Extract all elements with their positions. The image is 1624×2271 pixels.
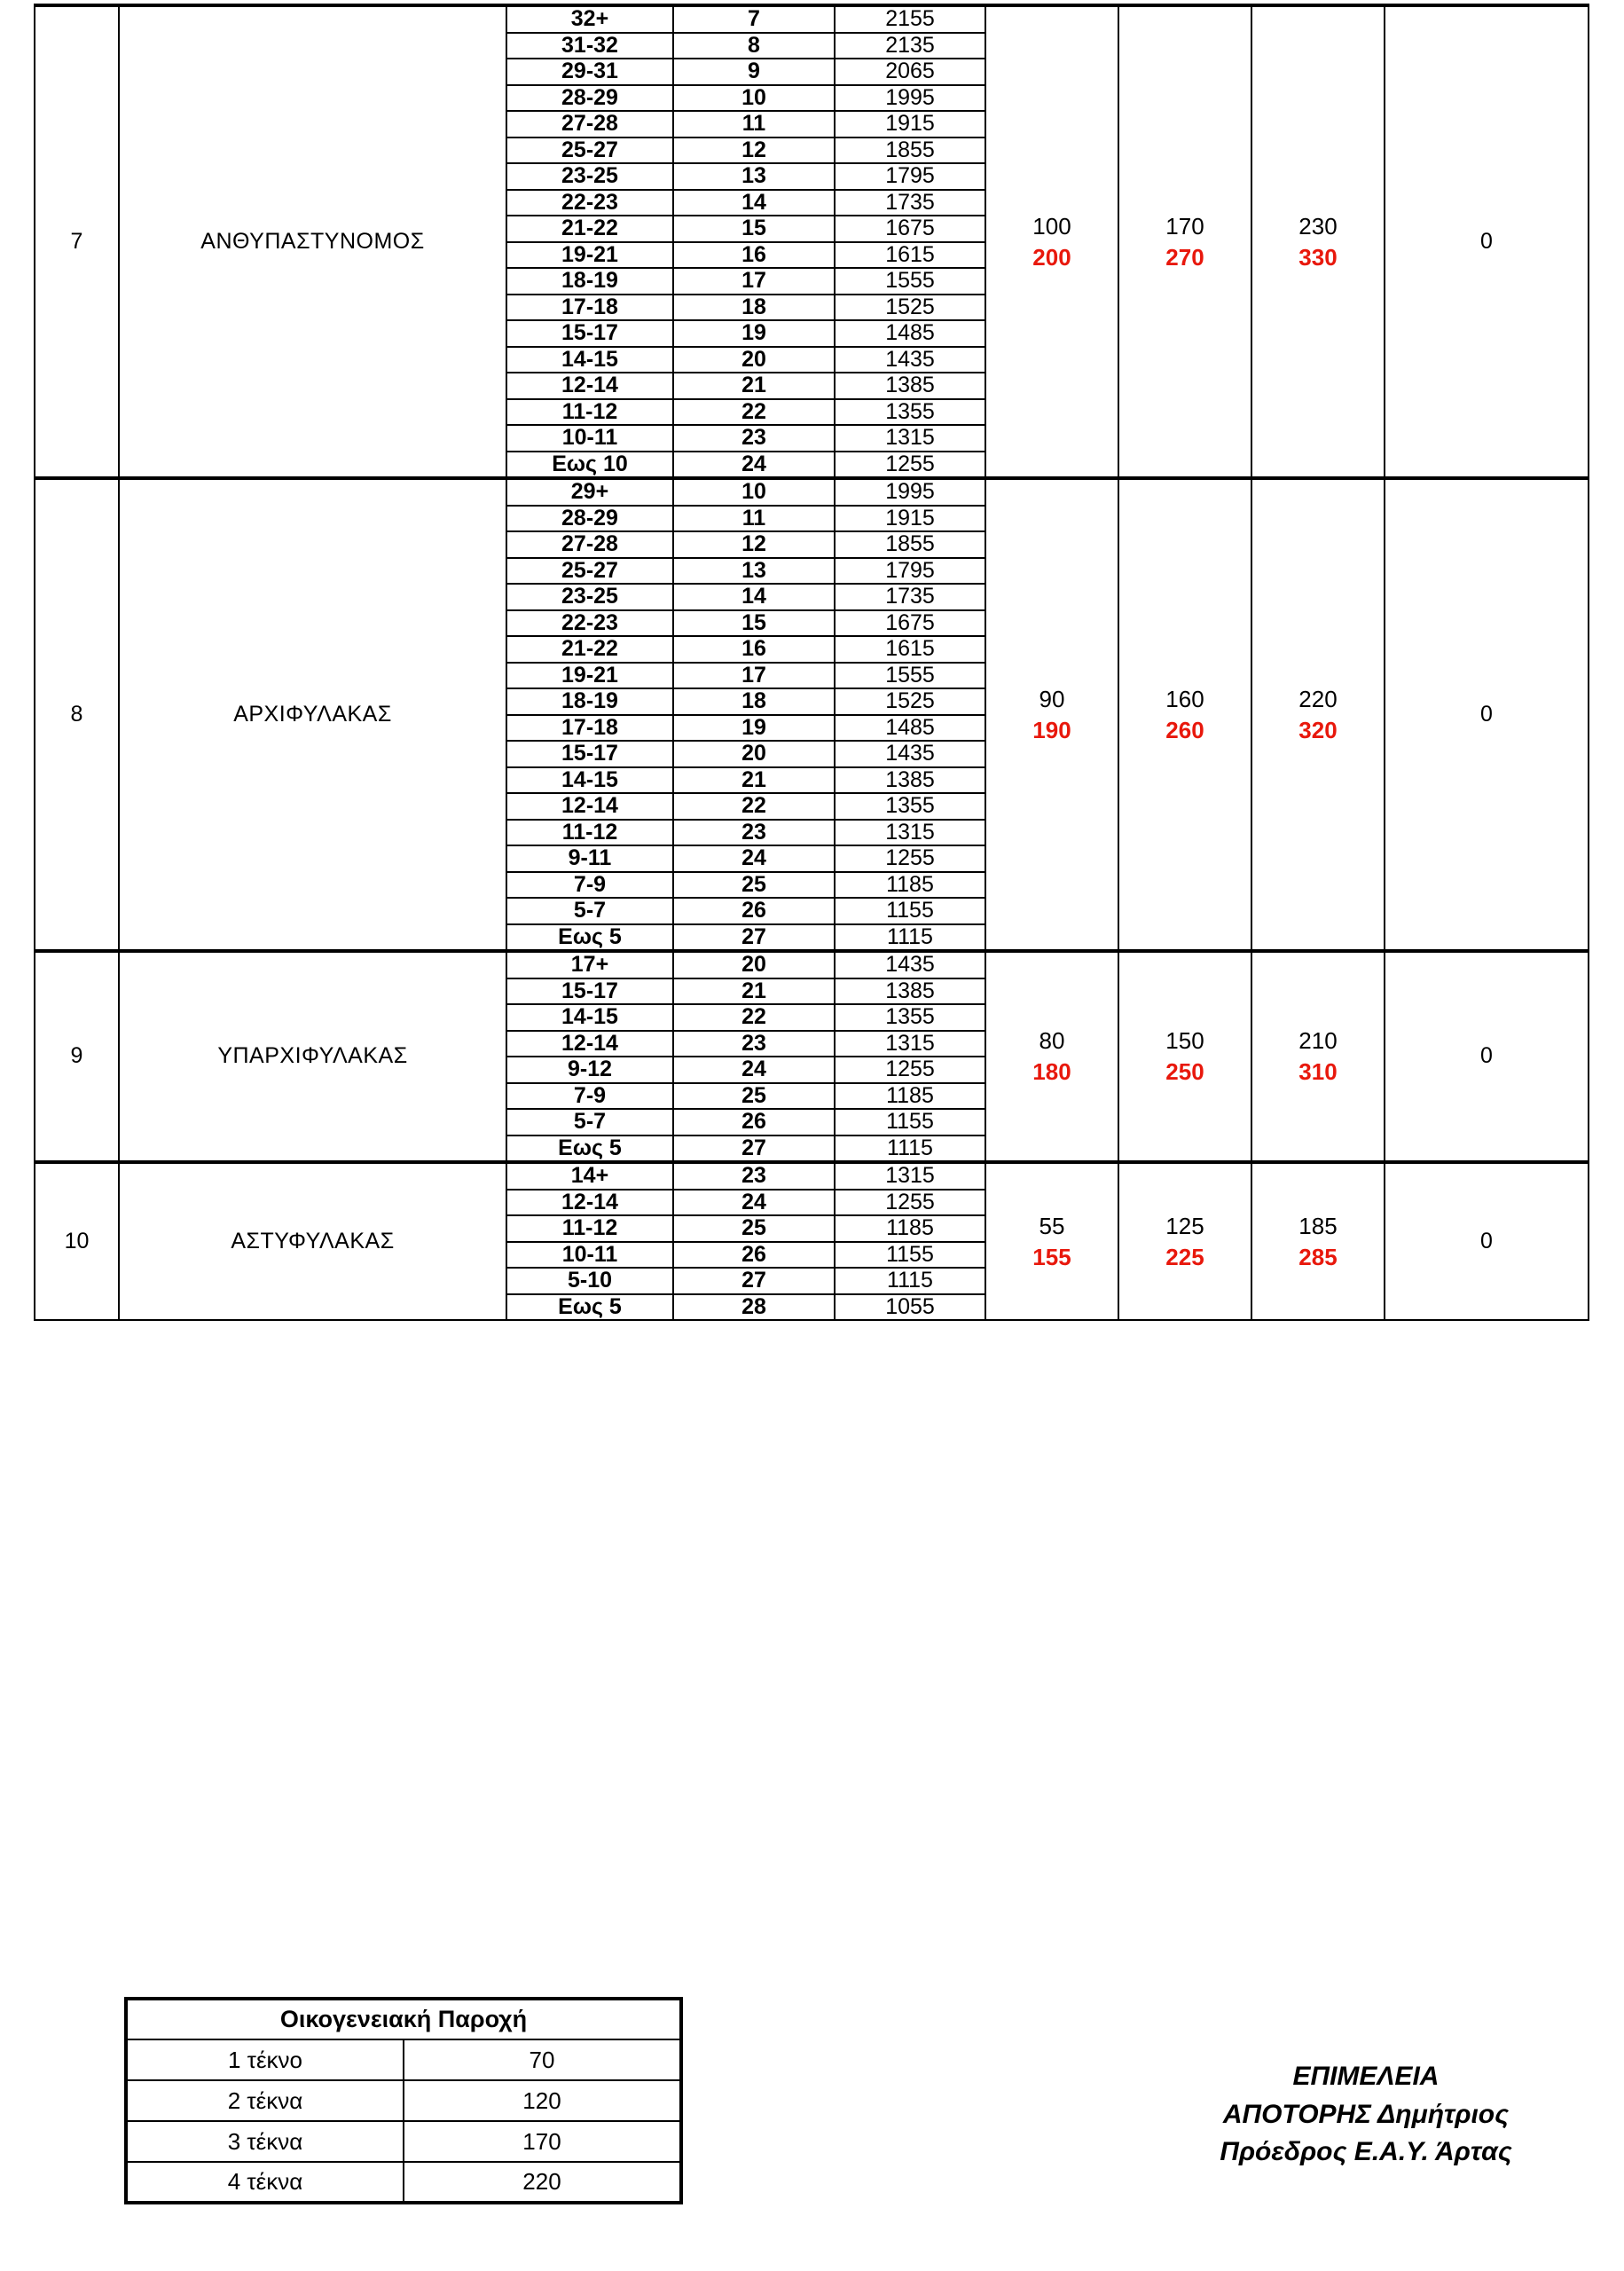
family-allowance-label: 4 τέκνα bbox=[126, 2162, 404, 2203]
service-years-cell: Εως 10 bbox=[506, 452, 673, 479]
salary-cell: 1435 bbox=[835, 741, 985, 767]
salary-cell: 2065 bbox=[835, 59, 985, 85]
service-years-cell: 14-15 bbox=[506, 1004, 673, 1031]
allowance-cell-2 bbox=[1118, 951, 1251, 1162]
salary-cell: 1185 bbox=[835, 1215, 985, 1242]
service-years-cell: 19-21 bbox=[506, 242, 673, 269]
table-row bbox=[35, 478, 1589, 506]
service-years-cell: 28-29 bbox=[506, 85, 673, 112]
allowance-value-proposed: 260 bbox=[1165, 716, 1204, 743]
salary-cell: 1675 bbox=[835, 610, 985, 637]
allowance-value-proposed: 320 bbox=[1298, 716, 1338, 743]
service-years-cell: 7-9 bbox=[506, 872, 673, 899]
rank-name-cell: ΑΡΧΙΦΥΛΑΚΑΣ bbox=[119, 478, 506, 951]
service-years-cell: 11-12 bbox=[506, 820, 673, 846]
allowance-cell-3 bbox=[1251, 5, 1385, 478]
service-years-cell: 28-29 bbox=[506, 506, 673, 532]
salary-cell: 1115 bbox=[835, 924, 985, 952]
step-cell: 27 bbox=[673, 1136, 835, 1163]
service-years-cell: 5-7 bbox=[506, 898, 673, 924]
step-cell: 23 bbox=[673, 1031, 835, 1057]
service-years-cell: 7-9 bbox=[506, 1083, 673, 1110]
family-allowance-table bbox=[124, 1997, 683, 2204]
step-cell: 23 bbox=[673, 820, 835, 846]
allowance-cell-2 bbox=[1118, 478, 1251, 951]
rank-index-cell: 7 bbox=[35, 5, 119, 478]
service-years-cell: 25-27 bbox=[506, 138, 673, 164]
step-cell: 24 bbox=[673, 845, 835, 872]
allowance-value-proposed: 180 bbox=[1032, 1058, 1071, 1085]
signature-line-editor: ΕΠΙΜΕΛΕΙΑ bbox=[1292, 2062, 1440, 2091]
service-years-cell: 10-11 bbox=[506, 425, 673, 452]
table-row bbox=[126, 2121, 681, 2162]
service-years-cell: 9-12 bbox=[506, 1057, 673, 1083]
step-cell: 11 bbox=[673, 111, 835, 138]
allowance-value-proposed: 310 bbox=[1298, 1058, 1338, 1085]
salary-cell: 1155 bbox=[835, 1242, 985, 1269]
step-cell: 27 bbox=[673, 924, 835, 952]
salary-scale-body bbox=[35, 5, 1589, 1320]
step-cell: 23 bbox=[673, 1162, 835, 1190]
allowance-value-current: 55 bbox=[1039, 1212, 1065, 1239]
service-years-cell: 29-31 bbox=[506, 59, 673, 85]
salary-cell: 2155 bbox=[835, 5, 985, 33]
family-allowance-value: 120 bbox=[404, 2080, 681, 2121]
salary-cell: 1315 bbox=[835, 820, 985, 846]
step-cell: 12 bbox=[673, 138, 835, 164]
step-cell: 25 bbox=[673, 872, 835, 899]
step-cell: 24 bbox=[673, 1057, 835, 1083]
service-years-cell: 14-15 bbox=[506, 347, 673, 373]
salary-cell: 1675 bbox=[835, 216, 985, 242]
family-allowance-table-wrapper bbox=[124, 1997, 683, 2204]
step-cell: 7 bbox=[673, 5, 835, 33]
allowance-cell-3 bbox=[1251, 951, 1385, 1162]
step-cell: 10 bbox=[673, 478, 835, 506]
allowance-cell-2 bbox=[1118, 5, 1251, 478]
salary-cell: 1385 bbox=[835, 767, 985, 794]
salary-cell: 1315 bbox=[835, 1162, 985, 1190]
step-cell: 22 bbox=[673, 793, 835, 820]
step-cell: 22 bbox=[673, 399, 835, 426]
allowance-cell-1 bbox=[985, 1162, 1118, 1320]
salary-cell: 1485 bbox=[835, 715, 985, 742]
salary-cell: 1525 bbox=[835, 688, 985, 715]
service-years-cell: 23-25 bbox=[506, 584, 673, 610]
service-years-cell: 17+ bbox=[506, 951, 673, 978]
step-cell: 14 bbox=[673, 190, 835, 216]
allowance-value-current: 100 bbox=[1032, 212, 1071, 240]
step-cell: 13 bbox=[673, 558, 835, 585]
step-cell: 20 bbox=[673, 951, 835, 978]
allowance-value-proposed: 155 bbox=[1032, 1243, 1071, 1270]
allowance-value-current: 160 bbox=[1165, 685, 1204, 712]
final-column-cell: 0 bbox=[1385, 1162, 1589, 1320]
allowance-value-current: 230 bbox=[1298, 212, 1338, 240]
allowance-value-current: 220 bbox=[1298, 685, 1338, 712]
service-years-cell: 14+ bbox=[506, 1162, 673, 1190]
salary-cell: 1435 bbox=[835, 347, 985, 373]
step-cell: 10 bbox=[673, 85, 835, 112]
salary-cell: 1115 bbox=[835, 1136, 985, 1163]
rank-name-cell: ΑΣΤΥΦΥΛΑΚΑΣ bbox=[119, 1162, 506, 1320]
family-allowance-label: 2 τέκνα bbox=[126, 2080, 404, 2121]
service-years-cell: Εως 5 bbox=[506, 924, 673, 952]
service-years-cell: 23-25 bbox=[506, 163, 673, 190]
step-cell: 21 bbox=[673, 767, 835, 794]
allowance-value-current: 150 bbox=[1165, 1027, 1204, 1055]
allowance-cell-1 bbox=[985, 951, 1118, 1162]
step-cell: 19 bbox=[673, 320, 835, 347]
salary-cell: 1185 bbox=[835, 1083, 985, 1110]
rank-index-cell: 10 bbox=[35, 1162, 119, 1320]
final-column-cell: 0 bbox=[1385, 5, 1589, 478]
salary-cell: 1525 bbox=[835, 295, 985, 321]
allowance-value-current: 90 bbox=[1039, 685, 1065, 712]
step-cell: 27 bbox=[673, 1268, 835, 1294]
service-years-cell: 5-7 bbox=[506, 1109, 673, 1136]
salary-cell: 1855 bbox=[835, 531, 985, 558]
family-allowance-label: 3 τέκνα bbox=[126, 2121, 404, 2162]
service-years-cell: 25-27 bbox=[506, 558, 673, 585]
family-allowance-value: 70 bbox=[404, 2039, 681, 2080]
salary-cell: 1915 bbox=[835, 506, 985, 532]
service-years-cell: 22-23 bbox=[506, 190, 673, 216]
service-years-cell: 31-32 bbox=[506, 33, 673, 59]
step-cell: 18 bbox=[673, 295, 835, 321]
allowance-value-proposed: 190 bbox=[1032, 716, 1071, 743]
salary-cell: 1355 bbox=[835, 793, 985, 820]
salary-cell: 1255 bbox=[835, 452, 985, 479]
salary-cell: 1735 bbox=[835, 584, 985, 610]
step-cell: 21 bbox=[673, 978, 835, 1005]
step-cell: 11 bbox=[673, 506, 835, 532]
salary-cell: 1255 bbox=[835, 1190, 985, 1216]
signature-block bbox=[1109, 2058, 1623, 2172]
rank-name-cell: ΥΠΑΡΧΙΦΥΛΑΚΑΣ bbox=[119, 951, 506, 1162]
salary-cell: 1735 bbox=[835, 190, 985, 216]
allowance-value-current: 185 bbox=[1298, 1212, 1338, 1239]
service-years-cell: 29+ bbox=[506, 478, 673, 506]
allowance-cell-1 bbox=[985, 478, 1118, 951]
family-allowance-value: 170 bbox=[404, 2121, 681, 2162]
service-years-cell: 12-14 bbox=[506, 793, 673, 820]
table-row bbox=[35, 5, 1589, 33]
salary-cell: 1255 bbox=[835, 845, 985, 872]
step-cell: 25 bbox=[673, 1083, 835, 1110]
service-years-cell: 17-18 bbox=[506, 295, 673, 321]
service-years-cell: 12-14 bbox=[506, 373, 673, 399]
service-years-cell: 21-22 bbox=[506, 636, 673, 663]
step-cell: 15 bbox=[673, 610, 835, 637]
service-years-cell: 27-28 bbox=[506, 531, 673, 558]
salary-cell: 1795 bbox=[835, 163, 985, 190]
salary-cell: 2135 bbox=[835, 33, 985, 59]
step-cell: 21 bbox=[673, 373, 835, 399]
service-years-cell: 27-28 bbox=[506, 111, 673, 138]
allowance-value-current: 210 bbox=[1298, 1027, 1338, 1055]
salary-cell: 1155 bbox=[835, 898, 985, 924]
table-row bbox=[126, 2039, 681, 2080]
step-cell: 23 bbox=[673, 425, 835, 452]
family-allowance-value: 220 bbox=[404, 2162, 681, 2203]
salary-cell: 1355 bbox=[835, 399, 985, 426]
service-years-cell: 15-17 bbox=[506, 741, 673, 767]
service-years-cell: 18-19 bbox=[506, 268, 673, 295]
salary-cell: 1915 bbox=[835, 111, 985, 138]
salary-cell: 1795 bbox=[835, 558, 985, 585]
salary-cell: 1485 bbox=[835, 320, 985, 347]
service-years-cell: 10-11 bbox=[506, 1242, 673, 1269]
allowance-cell-3 bbox=[1251, 478, 1385, 951]
allowance-value-proposed: 285 bbox=[1298, 1243, 1338, 1270]
service-years-cell: 19-21 bbox=[506, 663, 673, 689]
allowance-cell-3 bbox=[1251, 1162, 1385, 1320]
rank-index-cell: 8 bbox=[35, 478, 119, 951]
step-cell: 19 bbox=[673, 715, 835, 742]
service-years-cell: 9-11 bbox=[506, 845, 673, 872]
allowance-cell-1 bbox=[985, 5, 1118, 478]
salary-cell: 1355 bbox=[835, 1004, 985, 1031]
service-years-cell: 12-14 bbox=[506, 1031, 673, 1057]
step-cell: 24 bbox=[673, 452, 835, 479]
table-row bbox=[126, 2162, 681, 2203]
step-cell: 12 bbox=[673, 531, 835, 558]
salary-cell: 1155 bbox=[835, 1109, 985, 1136]
step-cell: 20 bbox=[673, 347, 835, 373]
step-cell: 26 bbox=[673, 1242, 835, 1269]
step-cell: 25 bbox=[673, 1215, 835, 1242]
step-cell: 17 bbox=[673, 663, 835, 689]
salary-cell: 1385 bbox=[835, 373, 985, 399]
service-years-cell: 14-15 bbox=[506, 767, 673, 794]
service-years-cell: 17-18 bbox=[506, 715, 673, 742]
service-years-cell: 21-22 bbox=[506, 216, 673, 242]
step-cell: 24 bbox=[673, 1190, 835, 1216]
step-cell: 20 bbox=[673, 741, 835, 767]
service-years-cell: 18-19 bbox=[506, 688, 673, 715]
allowance-value-proposed: 250 bbox=[1165, 1058, 1204, 1085]
salary-cell: 1995 bbox=[835, 85, 985, 112]
allowance-value-proposed: 200 bbox=[1032, 243, 1071, 271]
service-years-cell: Εως 5 bbox=[506, 1294, 673, 1321]
salary-cell: 1855 bbox=[835, 138, 985, 164]
service-years-cell: 11-12 bbox=[506, 399, 673, 426]
salary-cell: 1615 bbox=[835, 636, 985, 663]
service-years-cell: 22-23 bbox=[506, 610, 673, 637]
signature-line-name: ΑΠΟΤΟΡΗΣ Δημήτριος bbox=[1222, 2099, 1510, 2129]
allowance-value-current: 80 bbox=[1039, 1027, 1065, 1055]
final-column-cell: 0 bbox=[1385, 478, 1589, 951]
service-years-cell: 32+ bbox=[506, 5, 673, 33]
salary-cell: 1315 bbox=[835, 425, 985, 452]
service-years-cell: 15-17 bbox=[506, 978, 673, 1005]
salary-cell: 1555 bbox=[835, 663, 985, 689]
allowance-cell-2 bbox=[1118, 1162, 1251, 1320]
step-cell: 26 bbox=[673, 898, 835, 924]
step-cell: 15 bbox=[673, 216, 835, 242]
step-cell: 17 bbox=[673, 268, 835, 295]
allowance-value-current: 170 bbox=[1165, 212, 1204, 240]
salary-cell: 1615 bbox=[835, 242, 985, 269]
service-years-cell: 12-14 bbox=[506, 1190, 673, 1216]
salary-cell: 1385 bbox=[835, 978, 985, 1005]
service-years-cell: 11-12 bbox=[506, 1215, 673, 1242]
allowance-value-proposed: 270 bbox=[1165, 243, 1204, 271]
final-column-cell: 0 bbox=[1385, 951, 1589, 1162]
step-cell: 18 bbox=[673, 688, 835, 715]
step-cell: 13 bbox=[673, 163, 835, 190]
allowance-value-proposed: 225 bbox=[1165, 1243, 1204, 1270]
salary-cell: 1995 bbox=[835, 478, 985, 506]
salary-cell: 1185 bbox=[835, 872, 985, 899]
salary-cell: 1115 bbox=[835, 1268, 985, 1294]
service-years-cell: 15-17 bbox=[506, 320, 673, 347]
rank-name-cell: ΑΝΘΥΠΑΣΤΥΝΟΜΟΣ bbox=[119, 5, 506, 478]
table-row bbox=[35, 951, 1589, 978]
salary-scale-table-wrapper bbox=[34, 4, 1588, 1321]
salary-cell: 1315 bbox=[835, 1031, 985, 1057]
step-cell: 28 bbox=[673, 1294, 835, 1321]
allowance-value-proposed: 330 bbox=[1298, 243, 1338, 271]
step-cell: 8 bbox=[673, 33, 835, 59]
allowance-value-current: 125 bbox=[1165, 1212, 1204, 1239]
table-row bbox=[126, 2080, 681, 2121]
signature-line-title: Πρόεδρος Ε.Α.Υ. Άρτας bbox=[1220, 2137, 1512, 2167]
step-cell: 26 bbox=[673, 1109, 835, 1136]
family-allowance-header: Οικογενειακή Παροχή bbox=[126, 1999, 681, 2039]
family-allowance-label: 1 τέκνο bbox=[126, 2039, 404, 2080]
step-cell: 16 bbox=[673, 636, 835, 663]
table-row bbox=[35, 1162, 1589, 1190]
rank-index-cell: 9 bbox=[35, 951, 119, 1162]
service-years-cell: Εως 5 bbox=[506, 1136, 673, 1163]
salary-cell: 1255 bbox=[835, 1057, 985, 1083]
step-cell: 22 bbox=[673, 1004, 835, 1031]
step-cell: 14 bbox=[673, 584, 835, 610]
service-years-cell: 5-10 bbox=[506, 1268, 673, 1294]
salary-cell: 1055 bbox=[835, 1294, 985, 1321]
step-cell: 9 bbox=[673, 59, 835, 85]
salary-cell: 1435 bbox=[835, 951, 985, 978]
salary-scale-table bbox=[34, 4, 1589, 1321]
salary-cell: 1555 bbox=[835, 268, 985, 295]
step-cell: 16 bbox=[673, 242, 835, 269]
